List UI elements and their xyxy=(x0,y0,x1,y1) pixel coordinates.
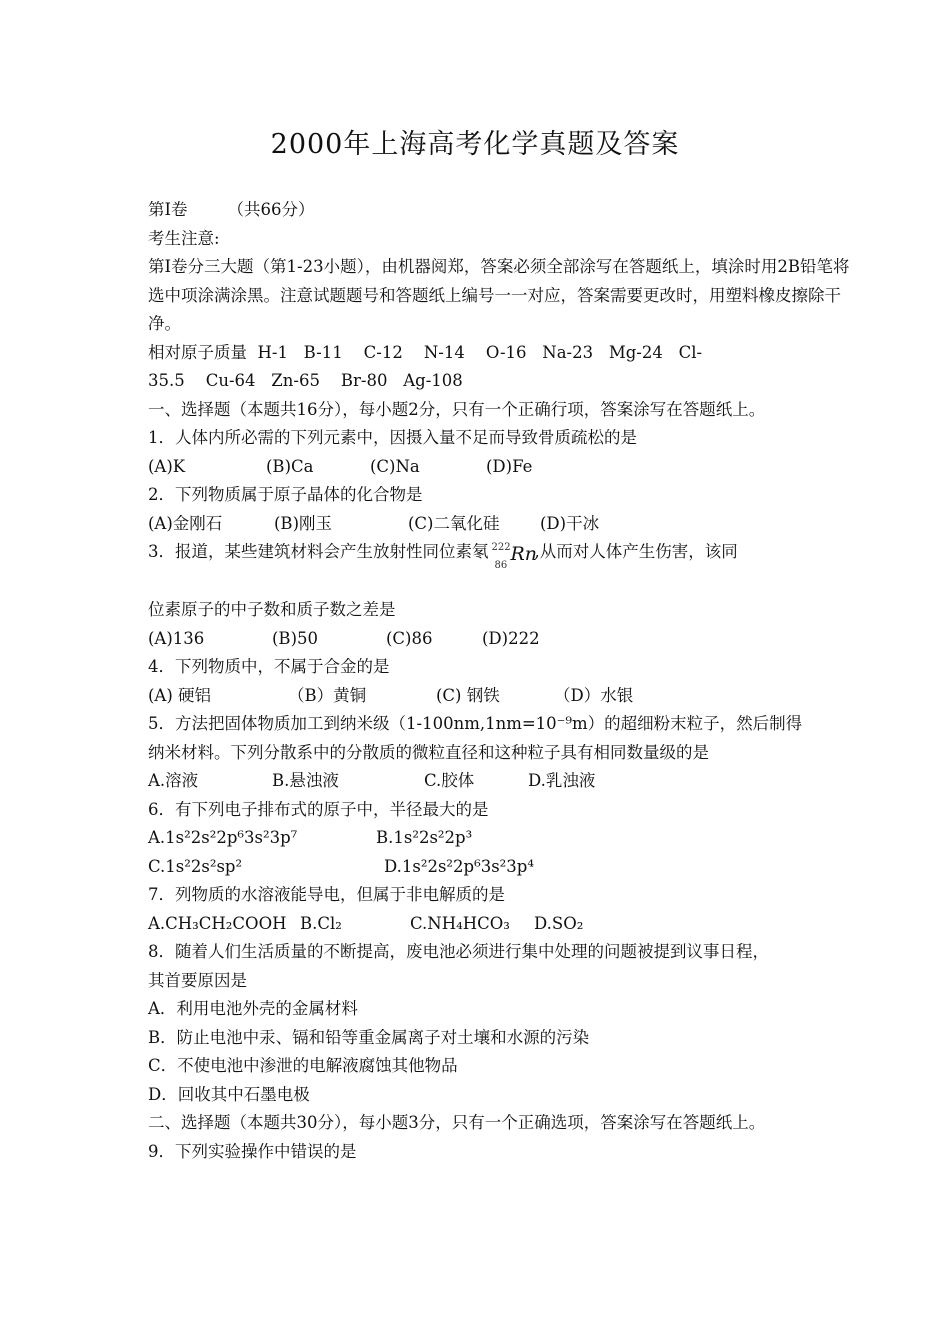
question-8-option-d: D．回收其中石墨电极 xyxy=(148,1084,310,1104)
question-4-options xyxy=(148,682,858,711)
question-6-options-row-2 xyxy=(148,853,858,882)
question-8-stem-line-1: 8．随着人们生活质量的不断提高，废电池必须进行集中处理的问题被提到议事日程， xyxy=(148,942,769,961)
section-1-heading: 一、选择题（本题共16分），每小题2分，只有一个正确行项，答案涂写在答题纸上。 xyxy=(148,399,766,419)
question-1-option-a: (A)K xyxy=(148,456,186,476)
question-5-stem-line-1: 5．方法把固体物质加工到纳米级（1-100nm,1nm=10⁻⁹m）的超细粉末粒子，然后制得 xyxy=(148,714,803,733)
question-3-options xyxy=(148,625,858,654)
question-5-stem-line-2: 纳米材料。下列分散系中的分散质的微粒直径和这种粒子具有相同数量级的是 xyxy=(148,742,709,762)
question-5-option-c: C.胶体 xyxy=(424,771,475,790)
question-7-option-a: A.CH₃CH₂COOH xyxy=(148,913,287,933)
question-7-option-c: C.NH₄HCO₃ xyxy=(410,913,510,933)
question-8-option-a: A．利用电池外壳的金属材料 xyxy=(148,999,358,1018)
question-1-options xyxy=(148,453,858,482)
section-2-heading: 二、选择题（本题共30分），每小题3分，只有一个正确选项，答案涂写在答题纸上。 xyxy=(148,1113,766,1132)
question-4-option-c: (C) 钢铁 xyxy=(436,685,500,705)
atomic-mass-line-2: 35.5 Cu-64 Zn-65 Br-80 Ag-108 xyxy=(148,371,463,390)
question-6-option-b: B.1s²2s²2p³ xyxy=(376,828,473,847)
question-3-option-b: (B)50 xyxy=(272,628,318,648)
question-3-stem: 3．报道，某些建筑材料会产生放射性同位素氡 222 86 Rn ,从而对人体产生伤害，该同 xyxy=(148,538,858,596)
question-7-stem: 7．列物质的水溶液能导电，但属于非电解质的是 xyxy=(148,885,505,904)
notice-label: 考生注意: xyxy=(148,228,220,248)
volume-header xyxy=(148,196,858,225)
question-3-option-a: (A)136 xyxy=(148,628,205,648)
question-4-option-a: (A) 硬铝 xyxy=(148,685,212,705)
notice-text: 第Ⅰ卷分三大题（第1-23小题），由机器阅郑，答案必须全部涂写在答题纸上，填涂时用2B铅笔将选中项涂满涂黑。注意试题题号和答题纸上编号一一对应，答案需要更改时，用塑料橡皮擦除干净。 xyxy=(148,257,850,333)
question-9-stem: 9．下列实验操作中错误的是 xyxy=(148,1141,357,1161)
question-1-option-b: (B)Ca xyxy=(266,456,314,476)
question-4-option-d: （D）水银 xyxy=(554,685,634,705)
question-7-option-b: B.Cl₂ xyxy=(300,913,342,933)
question-2-option-b: (B)刚玉 xyxy=(274,513,332,533)
question-6-option-c: C.1s²2s²sp² xyxy=(148,856,243,876)
radon-isotope-symbol: 222 86 Rn xyxy=(491,542,538,571)
atomic-mass-line-1: 相对原子质量 H-1 B-11 C-12 N-14 O-16 Na-23 Mg-24 Cl- xyxy=(148,342,703,362)
question-3-option-c: (C)86 xyxy=(386,628,433,648)
question-4-option-b: （B）黄铜 xyxy=(288,685,367,705)
question-3-option-d: (D)222 xyxy=(482,628,540,648)
document-body xyxy=(148,196,858,1166)
question-2-option-a: (A)金刚石 xyxy=(148,513,223,533)
question-6-option-a: A.1s²2s²2p⁶3s²3p⁷ xyxy=(148,828,298,847)
question-3-stem-line-2: 位素原子的中子数和质子数之差是 xyxy=(148,600,396,619)
question-6-options-row-1 xyxy=(148,824,858,853)
question-5-option-a: A.溶液 xyxy=(148,771,199,790)
question-7-option-d: D.SO₂ xyxy=(534,913,584,933)
question-7-options xyxy=(148,910,858,939)
question-2-stem: 2．下列物质属于原子晶体的化合物是 xyxy=(148,485,423,504)
volume-total: （共66分） xyxy=(227,200,315,219)
question-2-options xyxy=(148,510,858,539)
question-1-stem: 1．人体内所必需的下列元素中，因摄入量不足而导致骨质疏松的是 xyxy=(148,428,637,447)
question-8-option-c: C．不使电池中渗泄的电解液腐蚀其他物品 xyxy=(148,1056,458,1075)
question-5-option-d: D.乳浊液 xyxy=(528,771,596,790)
question-6-option-d: D.1s²2s²2p⁶3s²3p⁴ xyxy=(384,856,534,876)
volume-label: 第Ⅰ卷 xyxy=(148,200,188,219)
question-5-option-b: B.悬浊液 xyxy=(272,771,339,790)
question-4-stem: 4．下列物质中，不属于合金的是 xyxy=(148,657,390,676)
question-8-option-b: B．防止电池中汞、镉和铅等重金属离子对土壤和水源的污染 xyxy=(148,1027,590,1047)
question-1-option-d: (D)Fe xyxy=(486,456,533,476)
question-6-stem: 6．有下列电子排布式的原子中，半径最大的是 xyxy=(148,799,489,819)
question-2-option-c: (C)二氧化硅 xyxy=(408,513,500,533)
question-1-option-c: (C)Na xyxy=(370,456,420,476)
question-2-option-d: (D)干冰 xyxy=(540,513,600,533)
question-5-options xyxy=(148,767,858,796)
question-8-stem-line-2: 其首要原因是 xyxy=(148,970,247,990)
document-title: 2000年上海高考化学真题及答案 xyxy=(270,129,680,160)
